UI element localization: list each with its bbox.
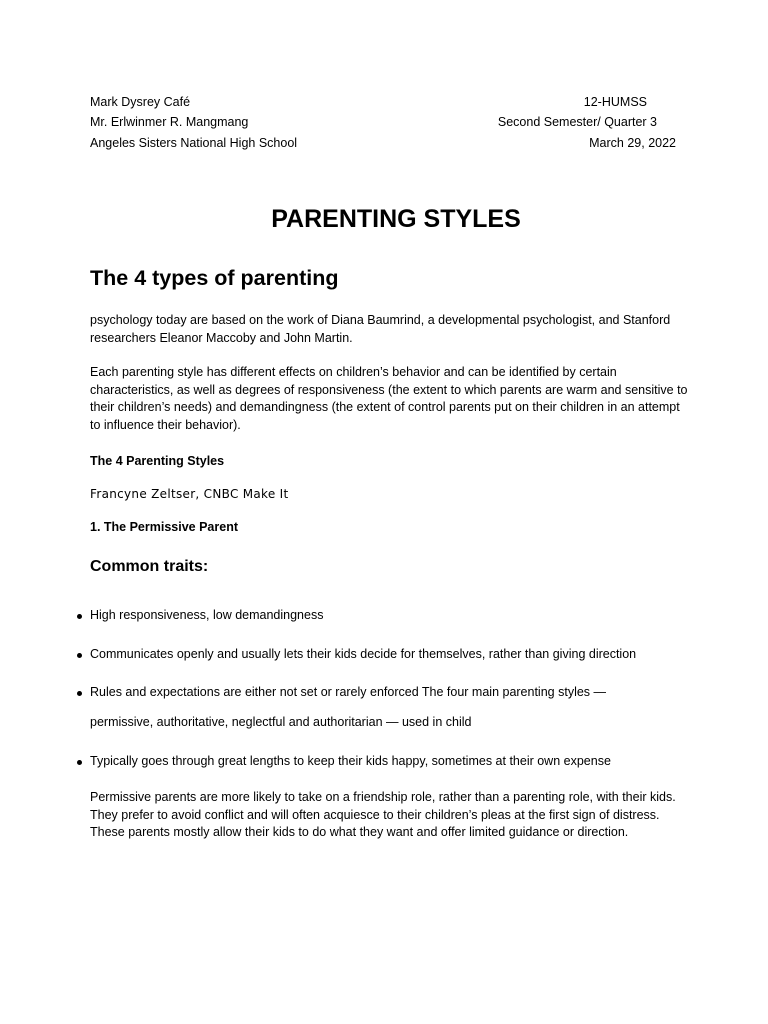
bullet-icon [77, 760, 82, 765]
traits-heading: Common traits: [90, 558, 209, 575]
styles-label: The 4 Parenting Styles [90, 454, 225, 468]
date-label: March 29, 2022 [589, 136, 676, 150]
term-label: Second Semester/ Quarter 3 [497, 115, 657, 129]
list-item-text: Typically goes through great lengths to keep their kids happy, sometimes at their own expense [90, 754, 611, 768]
page-title: PARENTING STYLES [271, 205, 521, 233]
intro-paragraph-2: Each parenting style has different effects on children’s behavior and can be identified by certain characteristics, as well as degrees of responsiveness (the extent to which parents are warm and sensitive to their children’s needs) and demandingness (the extent of control parents put on their children in an attempt to influence their behavior). [90, 365, 688, 432]
school-name: Angeles Sisters National High School [90, 136, 298, 150]
list-item-text: High responsiveness, low demandingness [90, 608, 324, 622]
teacher-name: Mr. Erlwinmer R. Mangmang [90, 115, 249, 129]
list-item-text: Communicates openly and usually lets their kids decide for themselves, rather than giving direction [90, 647, 637, 661]
list-item-text-continued: permissive, authoritative, neglectful and authoritarian — used in child [90, 715, 472, 729]
bullet-icon [77, 614, 82, 619]
intro-paragraph-1: psychology today are based on the work of Diana Baumrind, a developmental psychologist, and Stanford researchers Eleanor Maccoby and John Martin. [90, 313, 671, 345]
bullet-icon [77, 691, 82, 696]
list-item-text: Rules and expectations are either not set or rarely enforced The four main parenting styles — [90, 685, 607, 699]
bullet-icon [77, 653, 82, 658]
student-name: Mark Dysrey Café [90, 95, 191, 109]
source-citation: Francyne Zeltser, CNBC Make It [90, 487, 289, 501]
section-label: 12-HUMSS [583, 95, 647, 109]
closing-paragraph: Permissive parents are more likely to take on a friendship role, rather than a parenting role, with their kids. They prefer to avoid conflict and will often acquiesce to their children’s pleas at the first sign of distress. These parents mostly allow their kids to do what they want and offer limited guidance or direction. [90, 790, 676, 839]
section-heading: The 4 types of parenting [90, 266, 339, 290]
permissive-heading: 1. The Permissive Parent [90, 520, 238, 534]
